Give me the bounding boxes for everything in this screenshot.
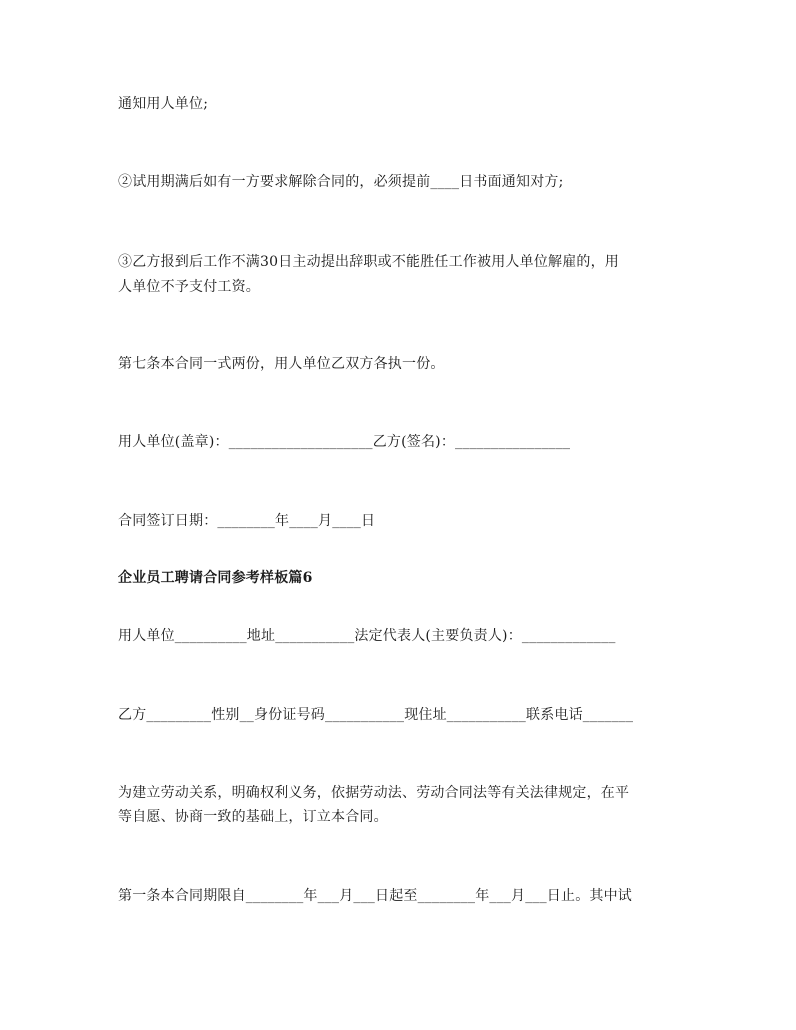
text-line: ③乙方报到后工作不满30日主动提出辞职或不能胜任工作被用人单位解雇的，用 (118, 254, 620, 270)
section-heading: 企业员工聘请合同参考样板篇6 (118, 570, 313, 586)
text-line: ②试用期满后如有一方要求解除合同的，必须提前____日书面通知对方; (118, 174, 564, 190)
text-line: 乙方_________性别__身份证号码___________现住址___________联系电话_______ (118, 707, 634, 723)
text-line: 为建立劳动关系，明确权利义务，依据劳动法、劳动合同法等有关法律规定，在平 (118, 785, 630, 801)
text-line: 用人单位__________地址___________法定代表人(主要负责人)：_____________ (118, 628, 616, 644)
text-line: 通知用人单位; (118, 96, 209, 112)
text-line: 等自愿、协商一致的基础上，订立本合同。 (118, 809, 388, 825)
signature-line: 用人单位(盖章)：____________________乙方(签名)：________________ (118, 434, 571, 450)
text-line: 人单位不予支付工资。 (118, 279, 260, 295)
signing-date-line: 合同签订日期：________年____月____日 (118, 513, 376, 529)
text-line: 第七条本合同一式两份，用人单位乙双方各执一份。 (118, 356, 445, 372)
text-line: 第一条本合同期限自________年___月___日起至________年___月___日止。其中试 (118, 888, 632, 904)
